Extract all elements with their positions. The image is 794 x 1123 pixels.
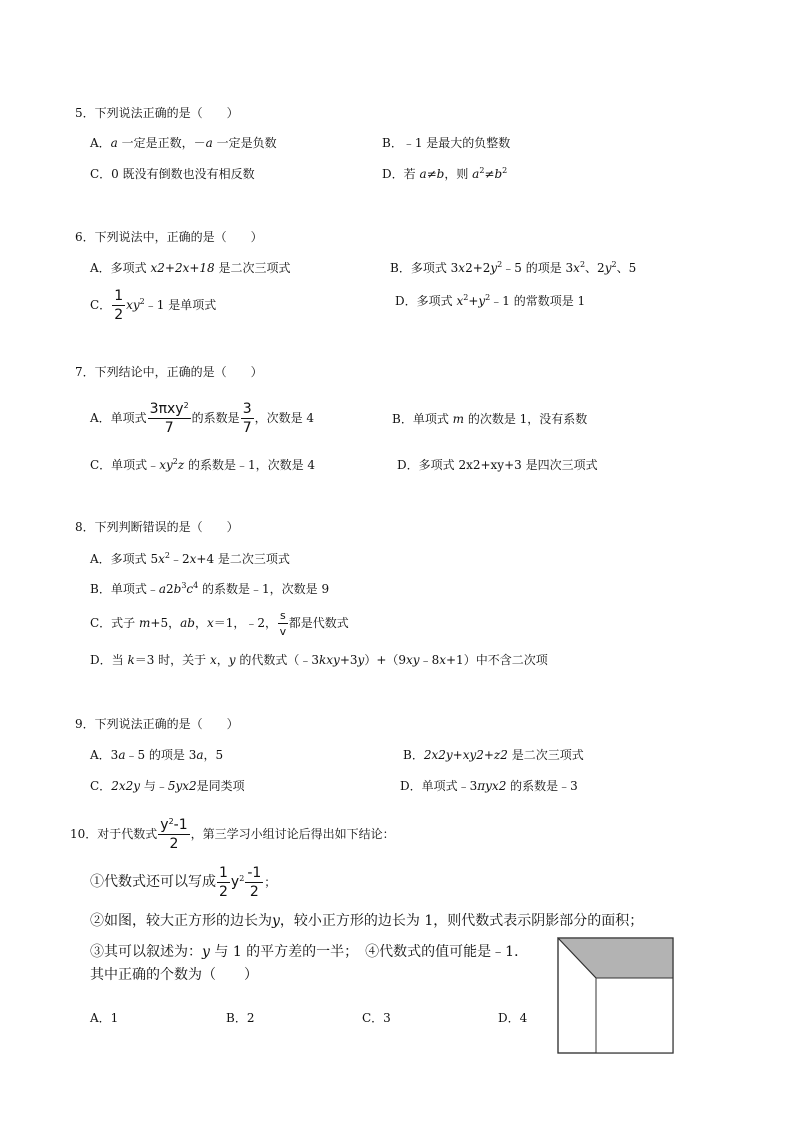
q9-option-b[interactable]: B．2x2y+xy2+z2 是二次三项式	[403, 748, 584, 762]
q8-option-a[interactable]: A．多项式 $5x^2﹣2x+4$ 是二次三项式	[90, 551, 290, 566]
q5-stem: 5．下列说法正确的是（ ）	[75, 106, 239, 120]
q6-option-b[interactable]: B．多项式 $3x2+2y^2﹣5$ 的项是 $3x^2$、$2y^2$、5	[390, 260, 637, 275]
small-square	[596, 978, 673, 1053]
fraction-minus-one-half: $\frac{-1}{2}$	[247, 865, 262, 900]
q8-stem: 8．下列判断错误的是（ ）	[75, 520, 239, 534]
q7-option-d[interactable]: D．多项式 2x2+xy+3 是四次三项式	[397, 458, 598, 472]
q10-option-c[interactable]: C．3	[362, 1011, 391, 1025]
q6-option-d[interactable]: D．多项式 $x^2+y^2﹣1$ 的常数项是 1	[395, 293, 586, 308]
fraction-3pixy2-over-7: $\frac{3\pi xy^2}{7}$	[149, 401, 189, 436]
q6-option-a[interactable]: A．多项式 x2+2x+18 是二次三项式	[90, 261, 291, 275]
q10-option-a[interactable]: A．1	[90, 1011, 119, 1025]
q6-option-c[interactable]: C． $\frac{1}{2}$ $xy^2﹣1$ 是单项式	[90, 288, 217, 323]
q9-option-c[interactable]: C．2x2y 与﹣5yx2是同类项	[90, 779, 245, 793]
q6-stem: 6．下列说法中，正确的是（ ）	[75, 230, 263, 244]
q7-option-b[interactable]: B．单项式 m 的次数是 1，没有系数	[392, 412, 588, 426]
q7-option-c[interactable]: C．单项式$﹣xy^2z$ 的系数是﹣1，次数是 4	[90, 457, 316, 472]
fraction-3-over-7: $\frac{3}{7}$	[242, 401, 252, 436]
q10-question: 其中正确的个数为（ ）	[90, 967, 258, 983]
q10-statement-3: ③其可以叙述为：y 与 1 的平方差的一半； ④代数式的值可能是﹣1．	[90, 944, 529, 960]
q10-statement-2: ②如图，较大正方形的边长为y，较小正方形的边长为 1，则代数式表示阴影部分的面积；	[90, 913, 644, 929]
q10-statement-1: ①代数式还可以写成 $\frac{1}{2}$ $y^2$ $\frac{-1}{2}$ ；	[90, 865, 277, 900]
q9-stem: 9．下列说法正确的是（ ）	[75, 717, 239, 731]
q5-option-c[interactable]: C．0 既没有倒数也没有相反数	[90, 167, 255, 181]
q9-option-d[interactable]: D．单项式﹣3πyx2 的系数是﹣3	[400, 779, 578, 793]
q8-option-d[interactable]: D．当 k＝3 时，关于 x，y 的代数式（﹣3kxy+3y）+（9xy﹣8x+1）中不含二次项	[90, 653, 548, 667]
q5-option-a[interactable]: A．a 一定是正数，－a 一定是负数	[90, 136, 277, 150]
q7-stem: 7．下列结论中，正确的是（ ）	[75, 365, 263, 379]
fraction-s-over-v: $\frac{s}{v}$	[279, 609, 287, 638]
fraction-y2-minus-1-over-2: $\frac{y^2-1}{2}$	[160, 817, 188, 852]
q10-option-b[interactable]: B．2	[226, 1011, 255, 1025]
q10-option-d[interactable]: D．4	[498, 1011, 528, 1025]
q5-option-b[interactable]: B．﹣1 是最大的负整数	[382, 136, 511, 150]
q10-square-figure	[557, 937, 675, 1055]
q8-option-b[interactable]: B．单项式$﹣a2b^3c^4$ 的系数是﹣1，次数是 9	[90, 581, 330, 596]
q10-stem: 10．对于代数式 $\frac{y^2-1}{2}$ ，第三学习小组讨论后得出如下结论：	[70, 817, 395, 852]
q5-option-d[interactable]: D．若 a≠b，则 $a^2\ne b^2$	[382, 166, 508, 181]
fraction-one-half: $\frac{1}{2}$	[219, 865, 228, 900]
fraction-one-half: $\frac{1}{2}$	[114, 288, 124, 323]
q7-option-a[interactable]: A．单项式 $\frac{3\pi xy^2}{7}$ 的系数是 $\frac{3}{7}$ ，次数是 4	[90, 401, 315, 436]
q8-option-c[interactable]: C．式子 m+5，ab，x＝1，﹣2， $\frac{s}{v}$ 都是代数式	[90, 609, 349, 638]
q9-option-a[interactable]: A．3a﹣5 的项是 3a，5	[90, 748, 224, 762]
